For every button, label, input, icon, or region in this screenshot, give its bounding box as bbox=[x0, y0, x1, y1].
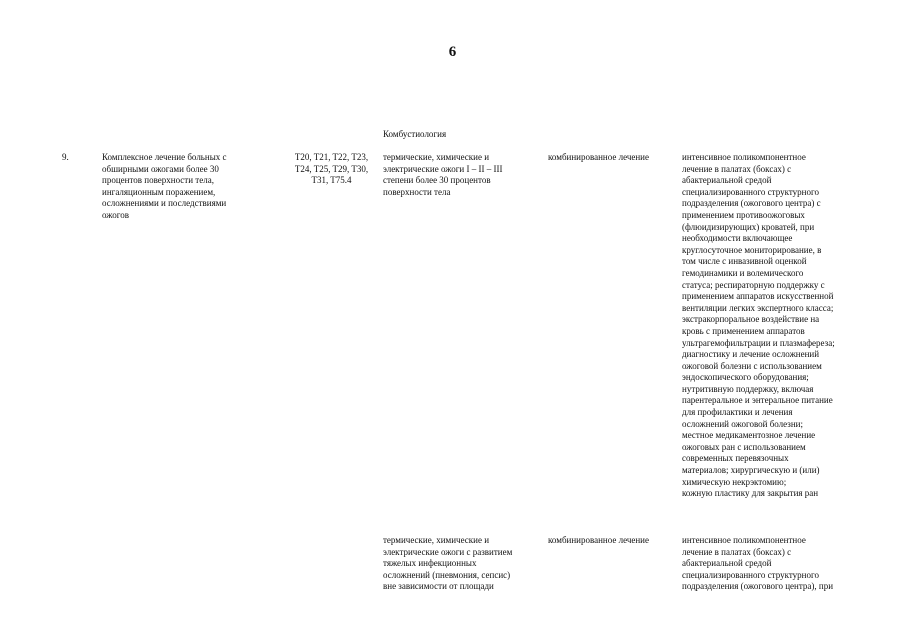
row-number: 9. bbox=[62, 152, 69, 162]
row-model: термические, химические и электрические ожоги I – II – III степени более 30 процентов поверхности тела bbox=[383, 152, 503, 197]
row-method: интенсивное поликомпонентное лечение в палатах (боксах) с абактериальной средой специализированного структурного подразделения (ожогового центра) с применением противоожоговых (флюидизирующих) кроватей, при необходимости включающее круглосуточное мониторирование, в том числе с инвазивной оценкой гемодинамики и волемического статуса; респираторную поддержку с применением аппаратов искусственной вентиляции легких экспертного класса; экстракорпоральное воздействие на кровь с применением аппаратов ультрагемофильтрации и плазмафереза; диагностику и лечение осложнений ожоговой болезни с использованием эндоскопического оборудования; нутритивную поддержку, включая парентеральное и энтеральное питание для профилактики и лечения осложнений ожоговой болезни; местное медикаментозное лечение ожоговых ран с использованием современных перевязочных материалов; хирургическую и (или) химическую некрэктомию; кожную пластику для закрытия ран bbox=[682, 152, 835, 499]
row-codes: T20, T21, T22, T23, T24, T25, T29, T30, T31, T75.4 bbox=[294, 152, 369, 186]
row-model: термические, химические и электрические ожоги с развитием тяжелых инфекционных осложнений (пневмония, сепсис) вне зависимости от площади bbox=[383, 535, 513, 592]
section-title: Комбустиология bbox=[383, 129, 447, 139]
row-name: Комплексное лечение больных с обширными ожогами более 30 процентов поверхности тела, ингаляционным поражением, осложнениями и последствиями ожогов bbox=[102, 152, 227, 220]
row-treatment-type: комбинированное лечение bbox=[548, 535, 649, 545]
row-method: интенсивное поликомпонентное лечение в палатах (боксах) с абактериальной средой специализированного структурного подразделения (ожогового центра), при bbox=[682, 535, 834, 592]
row-treatment-type: комбинированное лечение bbox=[548, 152, 649, 162]
page-number: 6 bbox=[448, 44, 457, 60]
